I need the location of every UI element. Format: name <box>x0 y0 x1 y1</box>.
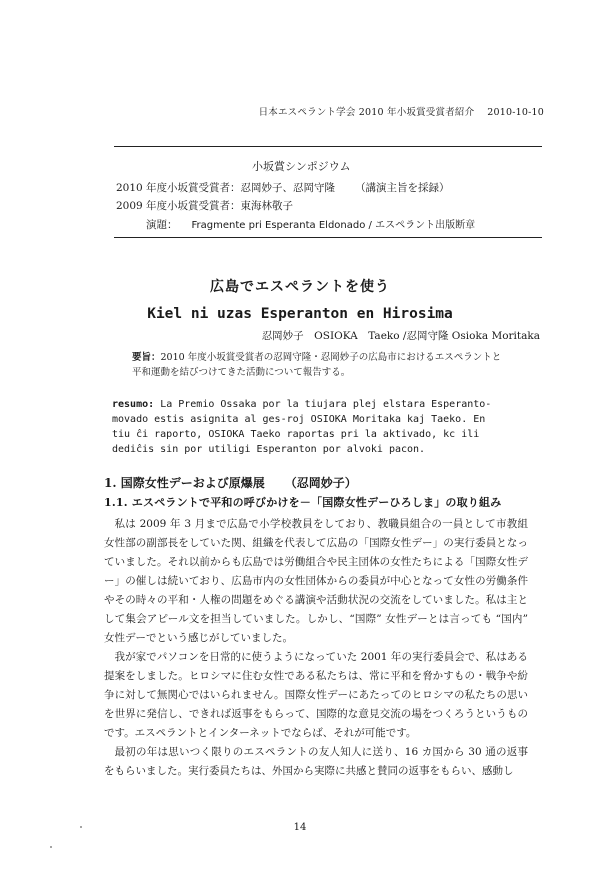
top-divider <box>114 146 542 147</box>
summary-block <box>132 350 504 380</box>
scan-speck <box>50 846 52 848</box>
symposium-row-topic <box>146 216 475 232</box>
symposium-topic-title: Fragmente pri Esperanta Eldonado / エスペラント出版断章 <box>191 220 476 231</box>
resumo-block <box>112 397 506 457</box>
symposium-row-2009 <box>116 198 293 213</box>
body-paragraph: 私は 2009 年 3 月まで広島で小学校教員をしており、教職員組合の一員として市教組女性部の副部長をしていた関、組織を代表して広島の「国際女性デー」の実行委員となっていました。それ以前からも広島では労働組合や民主団体の女性たちによる「国際女性デー」の催しは続いており、広島市内の女性団体からの委員が中心となって女性の労働条件やその時々の平和・人権の問題をめぐる講演や活動状況の交流をしていました。私は主として集会アピール文を担当していました。しかし、“国際” 女性デーとは言っても “国内” 女性デーでという感じがしていました。 <box>104 518 528 644</box>
symposium-row-2010-note: （講演主旨を採録） <box>355 182 450 194</box>
summary-label: 要旨： <box>132 352 161 363</box>
resumo-text: La Premio Ossaka por la tiujara plej elstara Esperanto-movado estis asignita al ges-roj OSIOKA Moritaka kaj Taeko. En tiu ĉi raporto, OSIOKA Taeko raportas pri la aktivado, kc ili dediĉis sin por utiligi Esperanton por alvoki pacon. <box>112 399 492 455</box>
symposium-row-2009-label: 2009 年度小坂賞受賞者：東海林敬子 <box>116 200 294 212</box>
page-number: 14 <box>293 822 307 833</box>
section-1-title: 1. 国際女性デーおよび原爆展 <box>104 476 265 490</box>
section-1-1-heading: 1.1. エスペラントで平和の呼びかけを－「国際女性デーひろしま」の取り組み <box>104 496 502 509</box>
bottom-divider <box>114 237 542 238</box>
section-1-heading <box>104 474 357 491</box>
article-title-esperanto: Kiel ni uzas Esperanton en Hirosima <box>147 306 453 322</box>
section-body <box>104 515 528 781</box>
running-header-text: 日本エスペラント学会 2010 年小坂賞受賞者紹介 2010-10-10 <box>258 107 544 118</box>
section-1-author: （忍岡妙子） <box>284 476 357 490</box>
symposium-topic-label: 演題： <box>146 219 178 231</box>
symposium-title: 小坂賞シンポジウム <box>252 160 351 173</box>
scan-speck <box>80 826 82 828</box>
body-paragraph: 最初の年は思いつく限りのエスペラントの友人知人に送り、16 カ国から 30 通の返事をもらいました。実行委員たちは、外国から実際に共感と賛同の返事をもらい、感動し <box>104 746 528 777</box>
article-authors: 忍岡妙子 OSIOKA Taeko /忍岡守隆 Osioka Moritaka <box>261 330 540 342</box>
running-header <box>0 104 600 118</box>
article-title-japanese: 広島でエスペラントを使う <box>210 279 390 295</box>
summary-text: 2010 年度小坂賞受賞者の忍岡守隆・忍岡妙子の広島市におけるエスペラントと平和運動を結びつけてきた活動について報告する。 <box>132 352 502 378</box>
resumo-label: resumo: <box>112 399 155 410</box>
body-paragraph: 我が家でパソコンを日常的に使うようになっていた 2001 年の実行委員会で、私はある提案をしました。ヒロシマに住む女性である私たちは、常に平和を脅かすもの・戦争や紛争に対して無関心ではいられません。国際女性デーにあたってのヒロシマの私たちの思いを世界に発信し、できれば返事をもらって、国際的な意見交流の場をつくろうというものです。エスペラントとインターネットでならば、それが可能です。 <box>104 651 528 739</box>
symposium-row-2010-label: 2010 年度小坂賞受賞者：忍岡妙子、忍岡守隆 <box>116 182 336 194</box>
symposium-row-2010 <box>116 180 450 195</box>
